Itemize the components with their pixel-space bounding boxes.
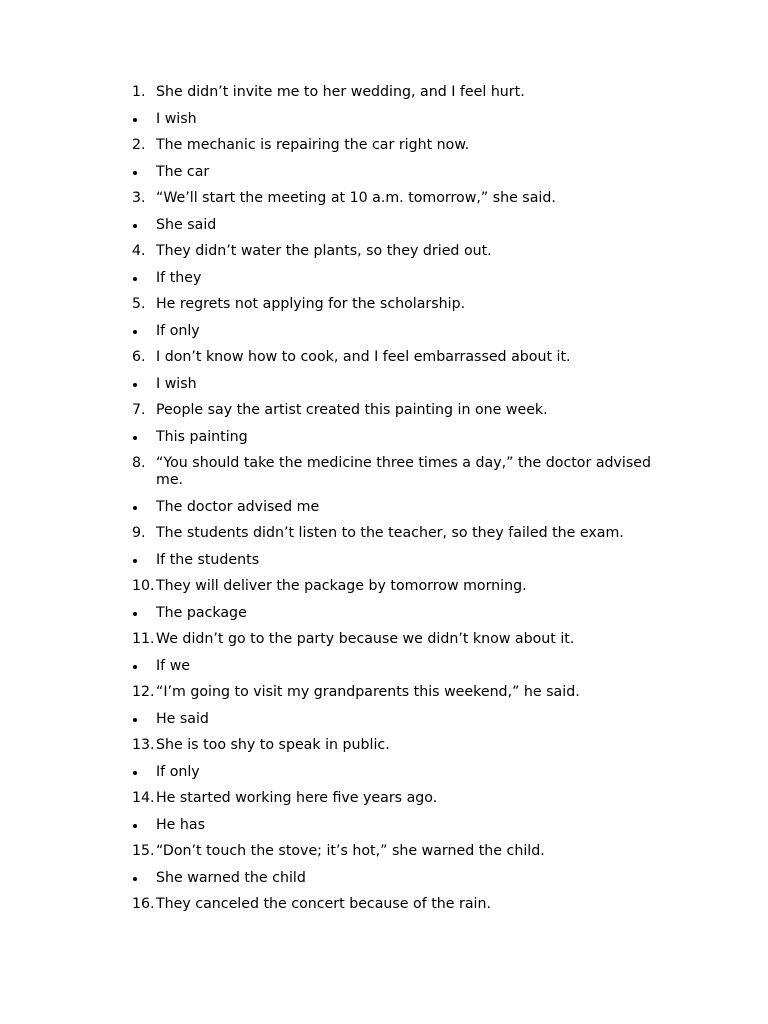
bullet-icon <box>133 665 137 669</box>
item-number: 8. <box>132 455 146 471</box>
bullet-prompt-item <box>132 111 662 128</box>
sentence-text: “We’ll start the meeting at 10 a.m. tomorrow,” she said. <box>156 190 556 206</box>
item-number: 6. <box>132 349 146 365</box>
bullet-prompt-item <box>132 817 662 834</box>
exercise-list <box>132 84 662 923</box>
prompt-text: If we <box>156 657 191 674</box>
bullet-icon <box>133 383 137 387</box>
sentence-text: The mechanic is repairing the car right now. <box>156 137 470 153</box>
numbered-sentence-item <box>132 243 662 260</box>
numbered-sentence-item <box>132 578 662 595</box>
item-number: 9. <box>132 525 146 541</box>
prompt-text: I wish <box>156 375 197 392</box>
numbered-sentence-item <box>132 402 662 419</box>
bullet-prompt-item <box>132 605 662 622</box>
item-number: 4. <box>132 243 146 259</box>
bullet-icon <box>133 118 137 122</box>
sentence-text: He started working here five years ago. <box>156 790 438 806</box>
sentence-text: They canceled the concert because of the rain. <box>156 896 491 912</box>
bullet-icon <box>133 506 137 510</box>
sentence-text: “I’m going to visit my grandparents this weekend,” he said. <box>156 684 580 700</box>
bullet-icon <box>133 171 137 175</box>
sentence-text: I don’t know how to cook, and I feel embarrassed about it. <box>156 349 571 365</box>
numbered-sentence-item <box>132 843 662 860</box>
item-number: 13. <box>132 737 155 753</box>
sentence-text: People say the artist created this painting in one week. <box>156 402 548 418</box>
bullet-icon <box>133 771 137 775</box>
bullet-icon <box>133 877 137 881</box>
numbered-sentence-item <box>132 684 662 701</box>
prompt-text: The car <box>156 163 210 180</box>
bullet-icon <box>133 436 137 440</box>
item-number: 16. <box>132 896 155 912</box>
numbered-sentence-item <box>132 84 662 101</box>
prompt-text: The package <box>156 604 247 621</box>
sentence-text: They didn’t water the plants, so they dried out. <box>156 243 492 259</box>
item-number: 3. <box>132 190 146 206</box>
prompt-text: If they <box>156 269 202 286</box>
bullet-icon <box>133 612 137 616</box>
bullet-prompt-item <box>132 429 662 446</box>
numbered-sentence-item <box>132 737 662 754</box>
bullet-icon <box>133 224 137 228</box>
bullet-prompt-item <box>132 870 662 887</box>
item-number: 14. <box>132 790 155 806</box>
numbered-sentence-item <box>132 455 662 489</box>
item-number: 7. <box>132 402 146 418</box>
bullet-prompt-item <box>132 499 662 516</box>
bullet-icon <box>133 330 137 334</box>
bullet-icon <box>133 824 137 828</box>
bullet-icon <box>133 559 137 563</box>
sentence-text: She didn’t invite me to her wedding, and I feel hurt. <box>156 84 525 100</box>
prompt-text: If the students <box>156 551 260 568</box>
bullet-prompt-item <box>132 376 662 393</box>
item-number: 2. <box>132 137 146 153</box>
bullet-prompt-item <box>132 552 662 569</box>
prompt-text: The doctor advised me <box>156 498 320 515</box>
numbered-sentence-item <box>132 349 662 366</box>
numbered-sentence-item <box>132 896 662 913</box>
numbered-sentence-item <box>132 190 662 207</box>
prompt-text: She said <box>156 216 217 233</box>
sentence-text: The students didn’t listen to the teacher, so they failed the exam. <box>156 525 624 541</box>
bullet-prompt-item <box>132 270 662 287</box>
numbered-sentence-item <box>132 296 662 313</box>
item-number: 12. <box>132 684 155 700</box>
prompt-text: If only <box>156 322 200 339</box>
bullet-prompt-item <box>132 323 662 340</box>
sentence-text: She is too shy to speak in public. <box>156 737 390 753</box>
bullet-prompt-item <box>132 764 662 781</box>
prompt-text: This painting <box>156 428 248 445</box>
bullet-icon <box>133 718 137 722</box>
bullet-prompt-item <box>132 217 662 234</box>
sentence-text: We didn’t go to the party because we didn’t know about it. <box>156 631 575 647</box>
bullet-prompt-item <box>132 711 662 728</box>
prompt-text: If only <box>156 763 200 780</box>
numbered-sentence-item <box>132 631 662 648</box>
sentence-text: They will deliver the package by tomorrow morning. <box>156 578 527 594</box>
numbered-sentence-item <box>132 137 662 154</box>
sentence-text: He regrets not applying for the scholarship. <box>156 296 466 312</box>
prompt-text: I wish <box>156 110 197 127</box>
item-number: 1. <box>132 84 146 100</box>
item-number: 15. <box>132 843 155 859</box>
item-number: 5. <box>132 296 146 312</box>
numbered-sentence-item <box>132 790 662 807</box>
sentence-text: “Don’t touch the stove; it’s hot,” she warned the child. <box>156 843 545 859</box>
bullet-prompt-item <box>132 658 662 675</box>
prompt-text: He has <box>156 816 205 833</box>
item-number: 11. <box>132 631 155 647</box>
bullet-prompt-item <box>132 164 662 181</box>
prompt-text: He said <box>156 710 209 727</box>
item-number: 10. <box>132 578 155 594</box>
bullet-icon <box>133 277 137 281</box>
numbered-sentence-item <box>132 525 662 542</box>
prompt-text: She warned the child <box>156 869 306 886</box>
sentence-text: “You should take the medicine three times a day,” the doctor advised me. <box>156 455 651 488</box>
